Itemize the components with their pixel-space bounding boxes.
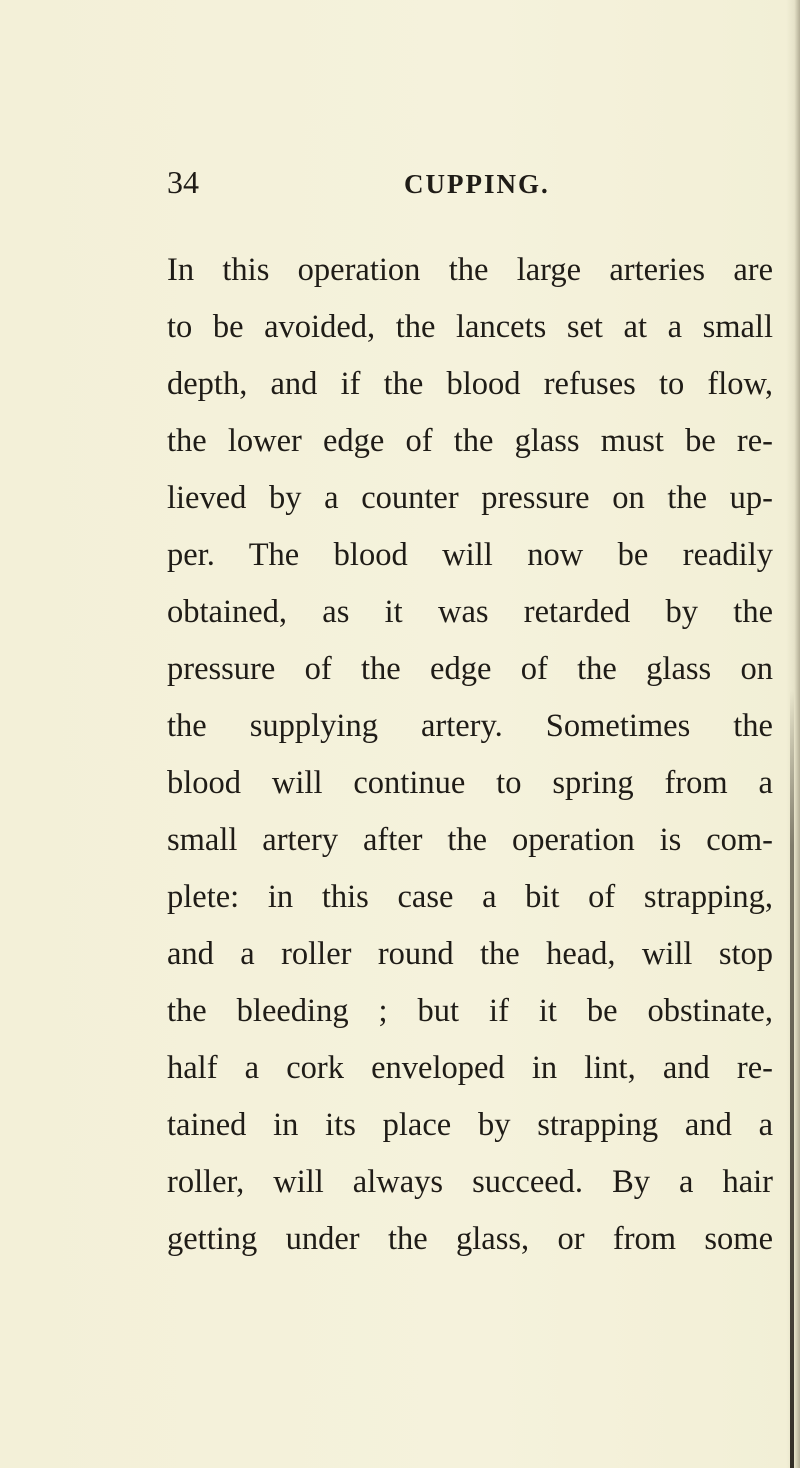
text-line: pressure of the edge of the glass on [167,651,773,687]
text-line: In this operation the large arteries are [167,252,773,288]
text-line: plete: in this case a bit of strapping, [167,879,773,915]
text-line: per. The blood will now be readily [167,537,773,573]
text-line: roller, will always succeed. By a hair [167,1164,773,1200]
page-edge-binding [790,690,794,1468]
text-line: depth, and if the blood refuses to flow, [167,366,773,402]
text-line: blood will continue to spring from a [167,765,773,801]
text-line: the supplying artery. Sometimes the [167,708,773,744]
text-line: and a roller round the head, will stop [167,936,773,972]
page-number: 34 [167,164,199,200]
page-header [167,158,767,210]
running-head: CUPPING. [404,169,550,199]
text-line: small artery after the operation is com- [167,822,773,858]
body-paragraph [167,242,773,1268]
text-line: obtained, as it was retarded by the [167,594,773,630]
text-line: the bleeding ; but if it be obstinate, [167,993,773,1029]
text-line: half a cork enveloped in lint, and re- [167,1050,773,1086]
text-line: tained in its place by strapping and a [167,1107,773,1143]
text-line: getting under the glass, or from some [167,1221,773,1257]
text-line: lieved by a counter pressure on the up- [167,480,773,516]
text-line: to be avoided, the lancets set at a small [167,309,773,345]
text-line: the lower edge of the glass must be re- [167,423,773,459]
